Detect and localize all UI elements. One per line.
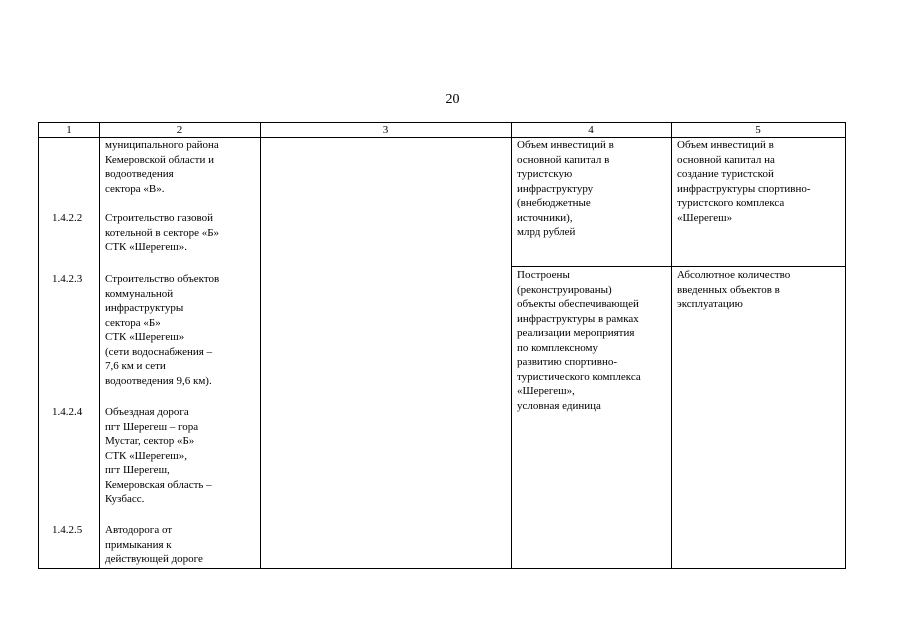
activity-text: Строительство газовой котельной в секторе «Б» СТК «Шерегеш». bbox=[105, 212, 220, 253]
indicator-description: Абсолютное количество введенных объектов в эксплуатацию bbox=[677, 269, 791, 310]
column-divider bbox=[511, 123, 512, 568]
table-header-row bbox=[39, 123, 845, 138]
data-table bbox=[38, 122, 846, 569]
column-header-4: 4 bbox=[588, 124, 594, 136]
row-number: 1.4.2.2 bbox=[52, 212, 83, 224]
page-number: 20 bbox=[445, 92, 460, 107]
column-divider bbox=[99, 123, 100, 568]
activity-text: Строительство объектов коммунальной инфраструктуры сектора «Б» СТК «Шерегеш» (сети водоснабжения – 7,6 км и сети водоотведения 9,6 км). bbox=[105, 273, 220, 387]
column-header-1: 1 bbox=[66, 124, 72, 136]
column-header-5: 5 bbox=[755, 124, 761, 136]
column-divider bbox=[671, 123, 672, 568]
column-header-3: 3 bbox=[382, 124, 389, 136]
indicator-text: Построены (реконструированы) объекты обеспечивающей инфраструктуры в рамках реализации мероприятия по комплексному развитию спортивно- туристического комплекса «Шерегеш», условная единица bbox=[517, 269, 641, 412]
activity-text: Объездная дорога пгт Шерегеш – гора Мустаг, сектор «Б» СТК «Шерегеш», пгт Шерегеш, Кемеровская область – Кузбасс. bbox=[105, 406, 212, 505]
column-divider bbox=[260, 123, 261, 568]
row-divider bbox=[511, 266, 846, 267]
activity-text: муниципального района Кемеровской области и водоотведения сектора «В». bbox=[105, 139, 219, 195]
indicator-text: Объем инвестиций в основной капитал в туристскую инфраструктуру (внебюджетные источники), млрд рублей bbox=[517, 139, 614, 238]
row-number: 1.4.2.5 bbox=[52, 524, 83, 536]
row-number: 1.4.2.4 bbox=[52, 406, 83, 418]
indicator-description: Объем инвестиций в основной капитал на создание туристской инфраструктуры спортивно- туристского комплекса «Шерегеш» bbox=[677, 139, 811, 224]
activity-text: Автодорога от примыкания к действующей дороге bbox=[105, 524, 203, 565]
row-number: 1.4.2.3 bbox=[52, 273, 83, 285]
column-header-2: 2 bbox=[176, 124, 183, 136]
